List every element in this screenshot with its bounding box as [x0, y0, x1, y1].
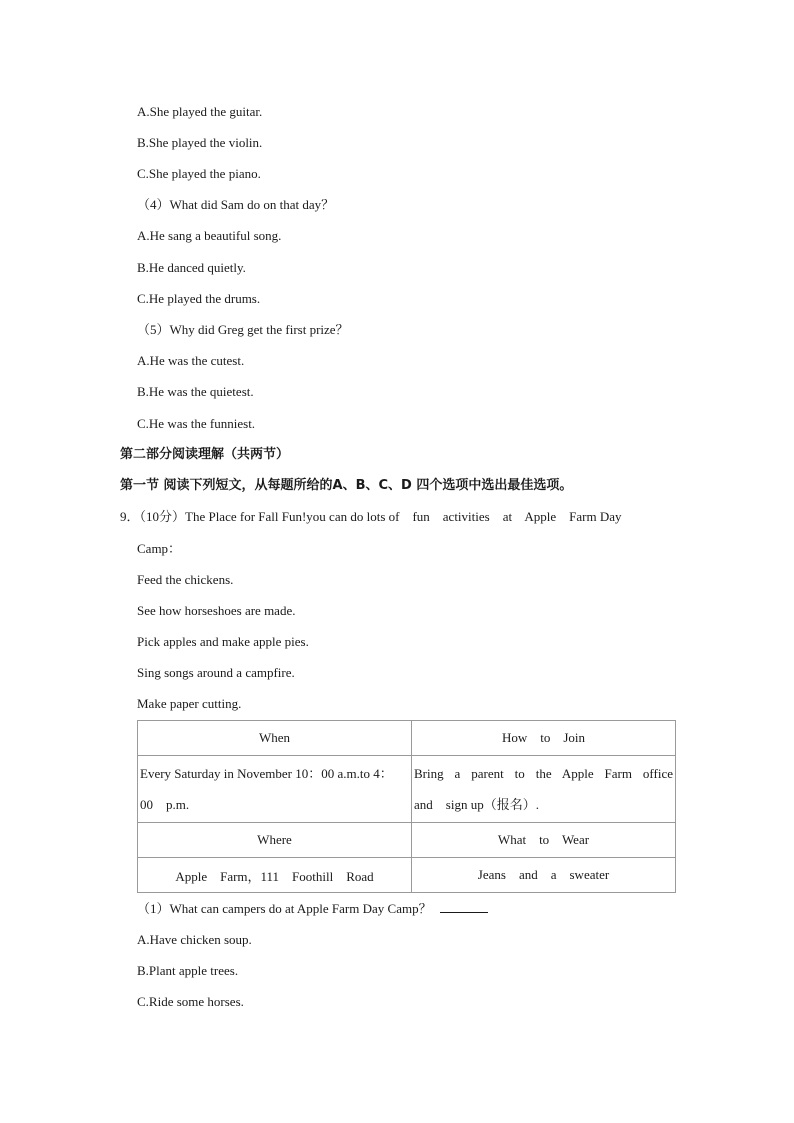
q4-option-b: B.He danced quietly. — [137, 260, 246, 275]
q4-prompt: （4）What did Sam do on that day？ — [137, 197, 335, 212]
q9-sub1-prompt-row — [137, 899, 488, 919]
table-row — [138, 858, 676, 893]
activity-item: Pick apples and make apple pies. — [137, 634, 309, 649]
how-line-1: Bring a parent to the Apple Farm office — [414, 766, 673, 781]
q5-prompt: （5）Why did Greg get the first prize？ — [137, 322, 349, 337]
header-how-to-join: How to Join — [412, 721, 676, 756]
section-2-part-1-instruction: 第一节 阅读下列短文，从每题所给的A、B、C、D 四个选项中选出最佳选项。 — [120, 478, 573, 493]
activity-item: Sing songs around a campfire. — [137, 665, 295, 680]
q9-intro-cont: Camp： — [137, 541, 182, 556]
cell-when — [138, 756, 412, 823]
cell-how-to-join — [412, 756, 676, 823]
when-line-2: 00 p.m. — [140, 797, 190, 812]
q5-option-a: A.He was the cutest. — [137, 353, 245, 368]
q5-option-c: C.He was the funniest. — [137, 416, 256, 431]
activity-item: Feed the chickens. — [137, 572, 234, 587]
camp-info-table — [137, 720, 676, 893]
q4-option-c: C.He played the drums. — [137, 291, 261, 306]
q9-sub1-option-b: B.Plant apple trees. — [137, 963, 239, 978]
activity-item: See how horseshoes are made. — [137, 603, 296, 618]
table-row — [138, 721, 676, 756]
q3-option-b: B.She played the violin. — [137, 135, 263, 150]
q5-option-b: B.He was the quietest. — [137, 384, 254, 399]
table-row — [138, 823, 676, 858]
q3-option-c: C.She played the piano. — [137, 166, 261, 181]
when-line-1: Every Saturday in November 10：00 a.m.to 4： — [140, 766, 393, 781]
cell-where: Apple Farm，111 Foothill Road — [138, 858, 412, 893]
q4-option-a: A.He sang a beautiful song. — [137, 228, 282, 243]
q9-intro: 9．（10分）The Place for Fall Fun!you can do lots of fun activities at Apple Farm Day — [120, 509, 622, 524]
how-line-2: and sign up（报名）. — [414, 797, 539, 812]
activity-item: Make paper cutting. — [137, 696, 242, 711]
header-what-to-wear: What to Wear — [412, 823, 676, 858]
q3-option-a: A.She played the guitar. — [137, 104, 263, 119]
q9-sub1-option-c: C.Ride some horses. — [137, 994, 244, 1009]
answer-blank[interactable] — [440, 900, 488, 913]
table-row — [138, 756, 676, 823]
header-when: When — [138, 721, 412, 756]
cell-what-to-wear: Jeans and a sweater — [412, 858, 676, 893]
section-2-title: 第二部分阅读理解（共两节） — [120, 447, 290, 462]
header-where: Where — [138, 823, 412, 858]
q9-sub1-prompt: （1）What can campers do at Apple Farm Day Camp？ — [137, 901, 432, 916]
q9-sub1-option-a: A.Have chicken soup. — [137, 932, 252, 947]
